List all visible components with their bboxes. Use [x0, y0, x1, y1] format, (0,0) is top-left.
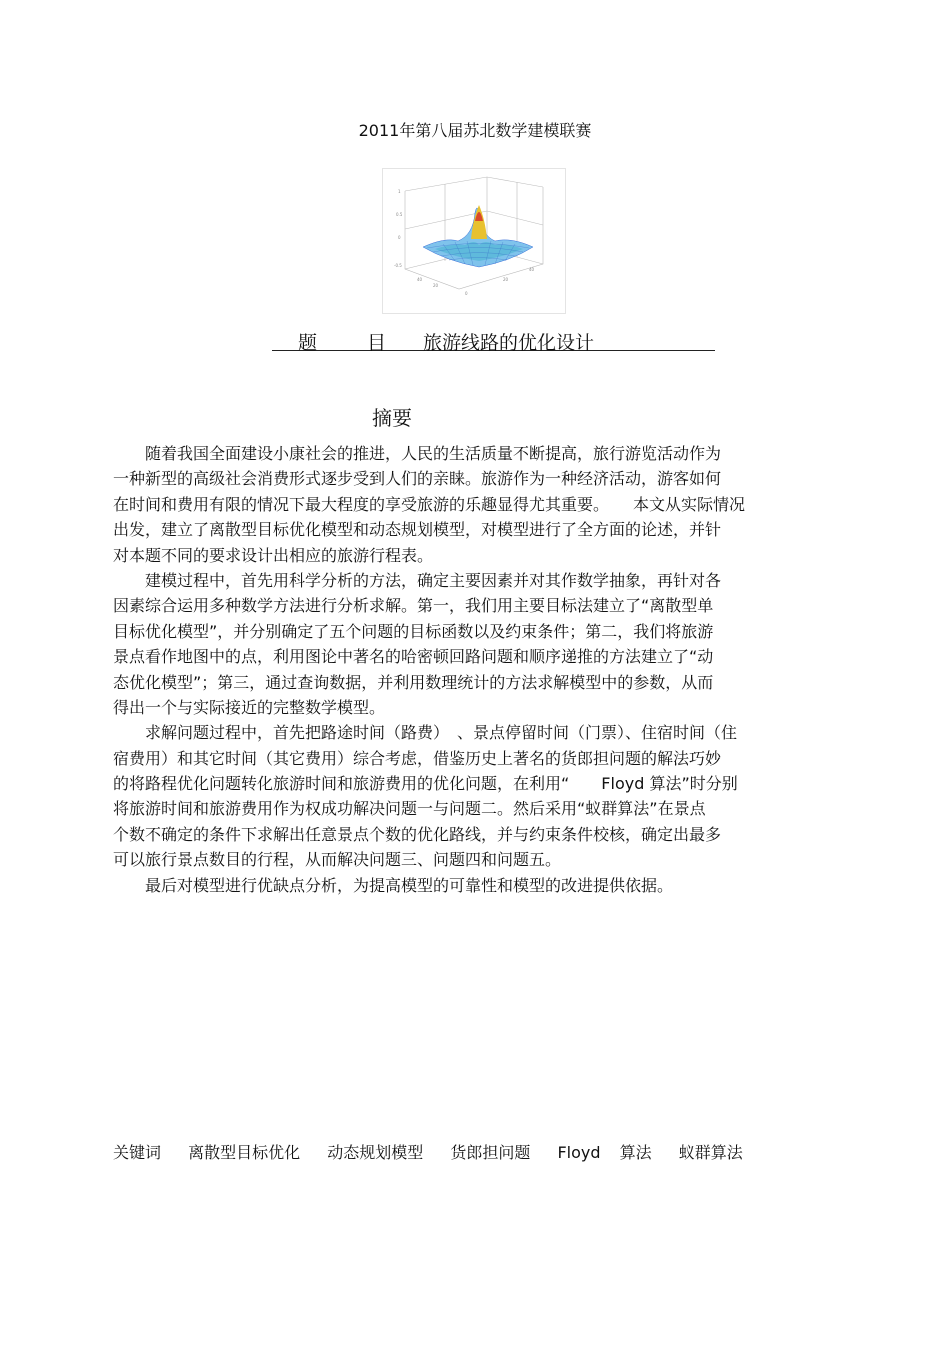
title-label: 题 目 — [298, 332, 409, 354]
paper-title: 旅游线路的优化设计 — [423, 332, 595, 354]
svg-text:20: 20 — [433, 283, 439, 288]
svg-text:-0.5: -0.5 — [394, 263, 402, 268]
page-header: 2011年第八届苏北数学建模联赛 — [358, 121, 592, 140]
svg-text:0.5: 0.5 — [396, 212, 403, 217]
keyword-item: Floyd — [557, 1143, 601, 1162]
3d-surface-plot-image — [382, 168, 566, 314]
keyword-item: 算法 — [619, 1143, 652, 1162]
abstract-line: 目标优化模型”，并分别确定了五个问题的目标函数以及约束条件；第二，我们将旅游 — [113, 621, 714, 641]
abstract-line: 建模过程中，首先用科学分析的方法，确定主要因素并对其作数学抽象，再针对各 — [113, 570, 722, 590]
abstract-line: 一种新型的高级社会消费形式逐步受到人们的亲睐。旅游作为一种经济活动，游客如何 — [113, 469, 722, 489]
keyword-item: 动态规划模型 — [327, 1143, 424, 1162]
svg-text:1: 1 — [398, 189, 401, 194]
svg-text:20: 20 — [503, 277, 509, 282]
keywords-row — [113, 1140, 765, 1163]
abstract-line: 得出一个与实际接近的完整数学模型。 — [113, 697, 386, 717]
abstract-line: 随着我国全面建设小康社会的推进，人民的生活质量不断提高，旅行游览活动作为 — [113, 444, 722, 463]
abstract-line: 求解问题过程中，首先把路途时间（路费） 、景点停留时间（门票）、住宿时间（住 — [113, 723, 738, 743]
keyword-item: 货郎担问题 — [450, 1143, 531, 1162]
title-block — [272, 328, 715, 354]
keyword-item: 蚁群算法 — [678, 1143, 743, 1162]
keyword-item: 离散型目标优化 — [188, 1143, 301, 1162]
abstract-line: 景点看作地图中的点，利用图论中著名的哈密顿回路问题和顺序递推的方法建立了“动 — [113, 647, 714, 667]
abstract-line: 个数不确定的条件下求解出任意景点个数的优化路线，并与约束条件校核，确定出最多 — [113, 824, 722, 844]
abstract-line: 出发，建立了离散型目标优化模型和动态规划模型，对模型进行了全方面的论述，并针 — [113, 520, 722, 540]
abstract-body — [113, 441, 833, 898]
abstract-line: 对本题不同的要求设计出相应的旅游行程表。 — [113, 545, 434, 565]
abstract-line: 因素综合运用多种数学方法进行分析求解。第一，我们用主要目标法建立了“离散型单 — [113, 596, 714, 616]
abstract-line: 可以旅行景点数目的行程，从而解决问题三、问题四和问题五。 — [113, 850, 562, 870]
keywords-label: 关键词 — [113, 1143, 162, 1162]
abstract-line: 态优化模型”；第三，通过查询数据，并利用数理统计的方法求解模型中的参数，从而 — [113, 672, 714, 692]
surface-plot-graphic — [383, 169, 565, 313]
svg-text:40: 40 — [529, 267, 535, 272]
abstract-line: 最后对模型进行优缺点分析，为提高模型的可靠性和模型的改进提供依据。 — [113, 875, 674, 895]
abstract-line: 在时间和费用有限的情况下最大程度的享受旅游的乐趣显得尤其重要。 本文从实际情况 — [113, 494, 746, 514]
svg-text:40: 40 — [417, 277, 423, 282]
abstract-line: 宿费用）和其它时间（其它费用）综合考虑，借鉴历史上著名的货郎担问题的解法巧妙 — [113, 748, 722, 768]
abstract-line: 的将路程优化问题转化旅游时间和旅游费用的优化问题，在利用“ Floyd 算法”时分别 — [113, 774, 738, 794]
svg-text:0: 0 — [398, 235, 401, 240]
svg-text:0: 0 — [465, 291, 468, 296]
abstract-line: 将旅游时间和旅游费用作为权成功解决问题一与问题二。然后采用“蚁群算法”在景点 — [113, 799, 706, 819]
abstract-heading: 摘要 — [372, 406, 412, 430]
